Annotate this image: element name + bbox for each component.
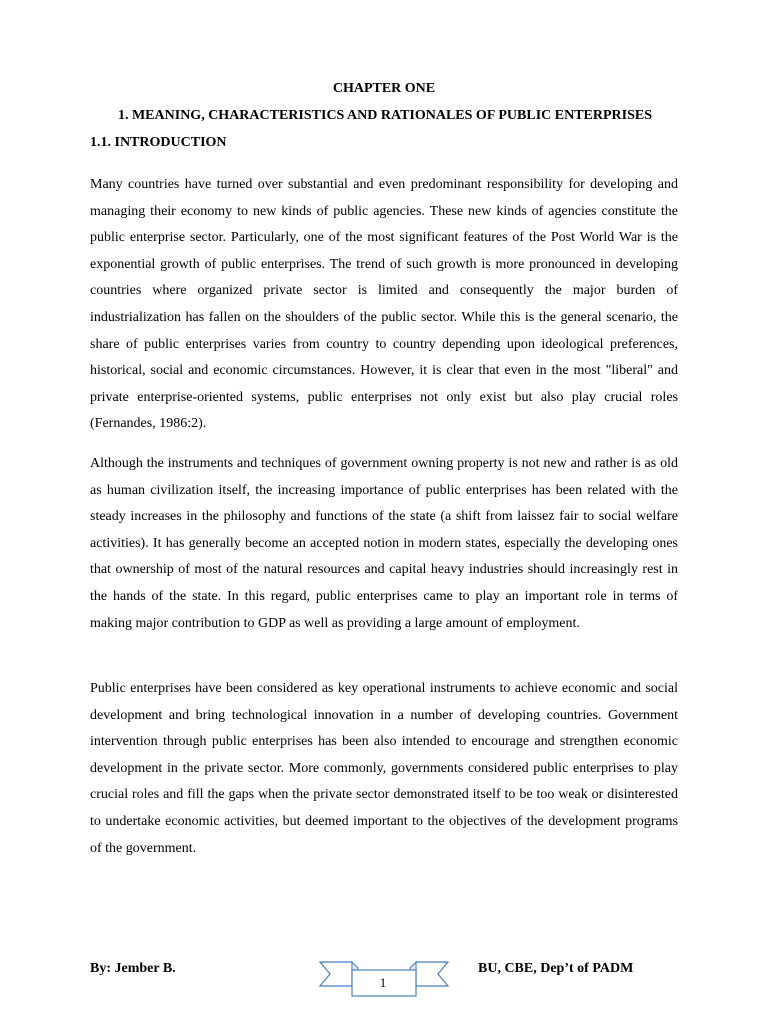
paragraph-text: Although the instruments and techniques of government owning property is not new and rather is as old as human civilization itself, the increasing importance of public enterprises has been related with the steady increases in the philosophy and functions of the state (a shift from laissez fair to social welfare activities). It has generally become an accepted notion in modern states, especially the developing ones that ownership of most of the natural resources and capital heavy industries should increasingly rest in the hands of the state. In this regard, public enterprises came to play an important role in terms of making major contribution to GDP as well as providing a large amount of employment. (90, 456, 678, 631)
section-title: 1. MEANING, CHARACTERISTICS AND RATIONALES OF PUBLIC ENTERPRISES (117, 108, 653, 123)
body-paragraph-2 (90, 451, 678, 645)
footer-author: By: Jember B. (90, 961, 176, 976)
body-paragraph-3 (90, 676, 678, 870)
paragraph-text: Many countries have turned over substantial and even predominant responsibility for developing and managing their economy to new kinds of public agencies. These new kinds of agencies constitute the public enterprise sector. Particularly, one of the most significant features of the Post World War is the exponential growth of public enterprises. The trend of such growth is more pronounced in developing countries where organized private sector is limited and consequently the major burden of industrialization has fallen on the shoulders of the public sector. While this is the general scenario, the share of public enterprises varies from country to country depending upon ideological preferences, historical, social and economic circumstances. However, it is clear that even in the most "liberal" and private enterprise-oriented systems, public enterprises not only exist but also play crucial roles (Fernandes, 1986:2). (90, 177, 678, 432)
subsection-title: 1.1. INTRODUCTION (90, 135, 227, 150)
page-number: 1 (379, 975, 387, 990)
paragraph-text: Public enterprises have been considered as key operational instruments to achieve economic and social development and bring technological innovation in a number of developing countries. Government intervention through public enterprises has been also intended to encourage and strengthen economic development in the private sector. More commonly, governments considered public enterprises to play crucial roles and fill the gaps when the private sector demonstrated itself to be too weak or disinterested to undertake economic activities, but deemed important to the objectives of the development programs of the government. (90, 681, 678, 856)
footer-affiliation: BU, CBE, Dep’t of PADM (478, 961, 634, 976)
chapter-title: CHAPTER ONE (332, 81, 436, 96)
body-paragraph-1 (90, 172, 678, 446)
